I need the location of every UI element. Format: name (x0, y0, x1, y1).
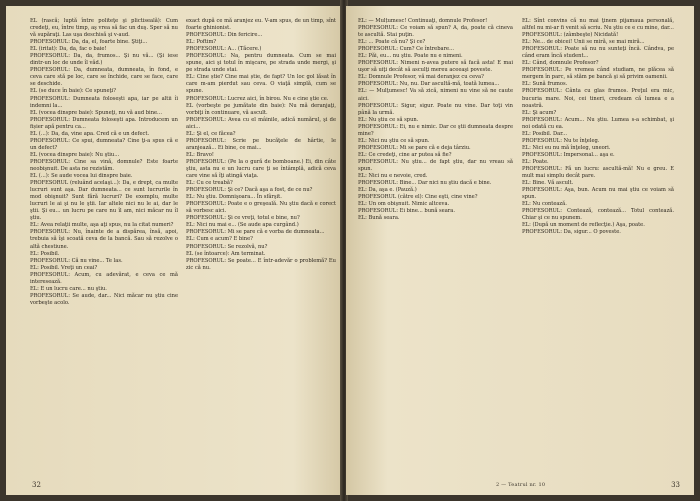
paragraph: PROFESORUL: Na, pentru dumneata. Cum se mai spune, aici şi totul în mişcare, pe strada unde mergi, şi pe strada unde stai. (186, 53, 336, 74)
paragraph: PROFESORUL: Acum, cu adevărat, e ceva ce mă interesează. (30, 271, 178, 285)
paragraph: PROFESORUL: Avea cu el mâinile, adică numărul, şi de aici... (186, 116, 336, 130)
paragraph: EL: Cum e acum? E bine? (186, 236, 253, 243)
paragraph: EL (vocea dinspre baie): Spuneţi, nu vă aud bine... (30, 109, 162, 116)
paragraph: PROFESORUL: Da, dumneata, dumneata, în fond, e ceva care stă pe loc, care se închide, care se face, care se deschide. (30, 67, 178, 88)
paragraph: EL: — Mulţumesc! Va să zică, nimeni nu vine să ne caute aici. (358, 88, 513, 102)
paragraph: EL: Avea relaţii multe, aşa aţi spus, nu la citat numeri? (30, 222, 174, 229)
paragraph: EL: Ce credeţi, cine ar putea să fie? (358, 151, 452, 158)
paragraph: PROFESORUL: Cine sa vină, domnule? Este foarte neobişnuit. De asta ne rezistăm. (30, 158, 178, 172)
paragraph: PROFESORUL: Şi ce vreţi, totul e bine, nu? (186, 215, 300, 222)
paragraph: PROFESORUL: Mi se pare că e vorba de dumneata... (186, 229, 325, 236)
paragraph: EL: Posibil. Dar... (522, 130, 567, 137)
paragraph: PROFESORUL: Nu, nu. Dar ascultă-mă, toată lumea... (358, 81, 500, 88)
right-column-1 (358, 18, 513, 222)
paragraph: EL (...): Se aude vocea lui dinspre baie. (30, 173, 133, 180)
paragraph: PROFESORUL: Ce spui, dumneata? Cine ţi-a spus că e un defect? (30, 137, 178, 151)
paragraph: EL: Bravo! (186, 151, 214, 158)
paragraph: PROFESORUL: (zâmbeşte) Nicidată! (522, 32, 619, 39)
left-column-1 (30, 18, 178, 307)
paragraph: PROFESORUL: Da, da, frumos... Şi nu vă... (Şi iese dintr-un loc de unde îl văd.) (30, 53, 178, 67)
paragraph: EL: ... Poate că nu? Şi ce? (358, 39, 426, 46)
paragraph: EL: Ne... de obicei! Unii se miră, se mai miră... (522, 39, 645, 46)
paragraph: EL: Nu contează. (522, 201, 567, 208)
paragraph: EL: Şi acum? (522, 109, 557, 116)
paragraph: PROFESORUL: Nimeni n-avea putere să facă asta! E mai uşor să uiţi decât să asculţi mereu aceeaşi poveste. (358, 60, 513, 74)
paragraph: PROFESORUL: Da, sigur... O poveste. (522, 229, 621, 236)
paragraph: EL: Păi, eu... nu ştiu. Poate nu e nimeni. (358, 53, 463, 60)
paragraph: EL: Bine. Vă ascult. (522, 180, 574, 187)
paragraph: EL: Sună frumos. (522, 81, 568, 88)
right-column-2 (522, 18, 674, 236)
paragraph: PROFESORUL: (Pe la o gură de bomboane.) Ei, din câte ştiu, asta nu e un lucru care ţi se întâmplă, adică ceva care vine să îţi atingă viaţa. (186, 158, 336, 180)
paragraph: EL (rască; luptă între politeţe şi plictiseală): Cum credeţi, eu, între timp, aş vrea să fac un duş. Sper să nu vă supăraţi. Las uşa deschisă şi v-aud. (30, 18, 178, 39)
left-column-2 (186, 18, 336, 272)
paragraph: PROFESORUL: Se aude, dar... Nici măcar nu ştiu cine vorbeşte acolo. (30, 292, 178, 306)
right-page-footer: 2 — Teatrul nr. 10 (496, 482, 546, 488)
right-page (346, 6, 694, 495)
left-page (6, 6, 345, 495)
paragraph: PROFESORUL: Dumneata folosești apa. Introducem un fișier apă pentru ca... (30, 116, 178, 130)
paragraph: exact după ce mă aranjez eu. V-am spus, de un timp, sînt foarte ghinionist. (186, 18, 336, 32)
paragraph: PROFESORUL: Bine... Dar nici nu ştiu dacă e bine. (358, 180, 492, 187)
paragraph: PROFESORUL: Cânta cu glas frumos. Preţul era mic, bucuria mare. Noi, cei tineri, credeam că lumea e a noastră. (522, 88, 674, 109)
paragraph: EL: Nici nu ştiu ce să spun. (358, 137, 430, 144)
paragraph: PROFESORUL: Cum? Ce întrebare... (358, 46, 454, 53)
paragraph: PROFESORUL: Poate e o greşeală. Nu ştiu dacă e corect să vorbesc aici. (186, 201, 336, 215)
paragraph: EL: Nici nu e nevoie, cred. (358, 173, 428, 180)
paragraph: PROFESORUL: Că nu vine... Te las. (30, 257, 123, 264)
paragraph: PROFESORUL: Fă un lucru: ascultă-mă! Nu e greu. E mult mai simplu decât pare. (522, 165, 674, 180)
paragraph: PROFESORUL (către el): Cine eşti, cine vine? (358, 194, 478, 201)
right-page-number: 33 (671, 481, 680, 489)
paragraph: EL (...): Da, da, vine apa. Cred că e un defect. (30, 130, 150, 137)
paragraph: PROFESORUL: Nu ştiu... de fapt ştiu, dar nu vreau să spun. (358, 158, 513, 172)
paragraph: PROFESORUL (reluând acelaşi...): Da, e drept, ca multe lucruri sunt aşa. Dar dumneata... ce sunt lucrurile în mod obişnuit? Sunt fără lucruri? De exemplu, multe lucruri le ai şi nu le ştii. Iar altele nici nu le ai, dar le ştii. Şi eu... un lucru pe care nu îl am, nici măcar nu îl ştiu. (30, 180, 178, 222)
paragraph: EL: Cu ce treabă? (186, 180, 233, 187)
paragraph: EL: — Mulțumesc! Continuaţi, domnule Profesor! (358, 18, 488, 24)
paragraph: EL (se duce în baie): Ce spuneţi? (30, 88, 116, 95)
paragraph: PROFESORUL: Din fericire... (186, 32, 263, 39)
paragraph: EL: Nu ştiu ce să spun. (358, 116, 419, 123)
left-page-number: 32 (32, 481, 41, 489)
paragraph: PROFESORUL: Şi ce? Dacă aşa a fost, de ce nu? (186, 187, 313, 194)
paragraph: PROFESORUL: Se rezolvă, nu? (186, 243, 268, 250)
paragraph: PROFESORUL: Pe vremea când studiam, ne plăcea să mergem în parc, să stăm pe bancă şi să privim oamenii. (522, 67, 674, 81)
paragraph: EL: Cine știe? Cine mai știe, de fapt? Un loc gol lăsat în care m-am pierdut sau ceva. O viaţă simplă, cum se spune. (186, 74, 336, 95)
paragraph: EL (vorbeşte pe jumătate din baie): Nu mă deranjaţi, vorbiţi în continuare, vă ascult. (186, 102, 336, 116)
paragraph: EL: Când, domnule Profesor? (522, 60, 599, 67)
paragraph: EL (iritat): Da, da, fac o baie! (30, 46, 107, 53)
paragraph: PROFESORUL: Contează, contează... Totul contează. Chiar şi ce nu spunem. (522, 208, 674, 222)
paragraph: EL: Poftim? (186, 39, 217, 46)
paragraph: PROFESORUL: Ei bine... bună seara. (358, 208, 455, 215)
paragraph: PROFESORUL: Impersonal... aşa e. (522, 151, 615, 158)
paragraph: PROFESORUL: Aşa, bun. Acum nu mai ştiu ce voiam să spun. (522, 187, 674, 201)
paragraph: PROFESORUL: Da, da, el, foarte bine. Ştiţi... (30, 39, 148, 46)
paragraph: EL (vocea dinspre baie): Nu ştiu... (30, 151, 120, 158)
paragraph: EL: Şi el, ce făcea? (186, 130, 236, 137)
paragraph: PROFESORUL: Scrie pe bucăţele de hârtie, le aranjează... Ei bine, ce mai... (186, 137, 336, 151)
paragraph: PROFESORUL: Poate să nu nu sunteţi încă. Cândva, pe când eram încă student... (522, 46, 674, 60)
paragraph: EL (se întoarce): Am terminat. (186, 250, 266, 257)
paragraph: PROFESORUL: Sigur, sigur. Poate nu vine. Dar toţi vin până la urmă. (358, 102, 513, 116)
paragraph: PROFESORUL: Mi se pare că e deja târziu. (358, 144, 471, 151)
paragraph: EL: Nici eu nu mă înţeleg, uneori. (522, 144, 611, 151)
paragraph: EL: Domnule Profesor, vă mai deranjez cu ceva? (358, 74, 484, 81)
paragraph: EL: Posibil. (30, 250, 60, 257)
paragraph: EL: Posibil. Vreţi un ceai? (30, 264, 98, 271)
paragraph: EL: Bună seara. (358, 215, 400, 222)
paragraph: EL: Un om obişnuit. Nimic altceva. (358, 201, 450, 208)
paragraph: EL: Poate. (522, 158, 549, 165)
paragraph: PROFESORUL: Nu, înainte de a dispărea, însă, apoi, trebuia să îşi scoată ceva de la bancă. Sau să rezolve o altă chestiune. (30, 229, 178, 250)
paragraph: PROFESORUL: Ce voiam să spun? A, da, poate că cineva te ascultă. Stai puţin. (358, 25, 513, 39)
paragraph: PROFESORUL: Se poate... E într-adevăr o problemă? Eu zic că nu. (186, 257, 336, 271)
paragraph: PROFESORUL: A... (Tăcere.) (186, 46, 262, 53)
paragraph: PROFESORUL: Dumneata folosești apa, iar pe altii îi indemni la... (30, 95, 178, 109)
paragraph: PROFESORUL: Acum... Nu ştiu. Lumea s-a schimbat, şi noi odată cu ea. (522, 116, 674, 130)
paragraph: PROFESORUL: Ei, nu e nimic. Dar ce ştii dumneata despre mine? (358, 123, 513, 137)
paragraph: EL: Sînt convins că nu mai ţinem pijamaua personală, altfel nu mi-ar fi venit să scriu. Nu ştiu ce e cu mine, dar... (522, 18, 674, 32)
paragraph: EL: E un lucru care... nu ştiu. (30, 285, 107, 292)
paragraph: PROFESORUL: Nu te înţeleg. (522, 137, 600, 144)
paragraph: EL: Nici nu mai e... (Se aude apa curgând.) (186, 222, 299, 229)
paragraph: EL: Nu ştiu. Domnişoara... În sfârşit. (186, 194, 282, 201)
paragraph: PROFESORUL: Lucrez aici, în birou. Nu e cine ştie ce. (186, 95, 329, 102)
paragraph: EL: Da, aşa e. (Pauză.) (358, 187, 417, 194)
paragraph: EL: (După un moment de reflecţie.) Aşa, poate. (522, 222, 645, 229)
